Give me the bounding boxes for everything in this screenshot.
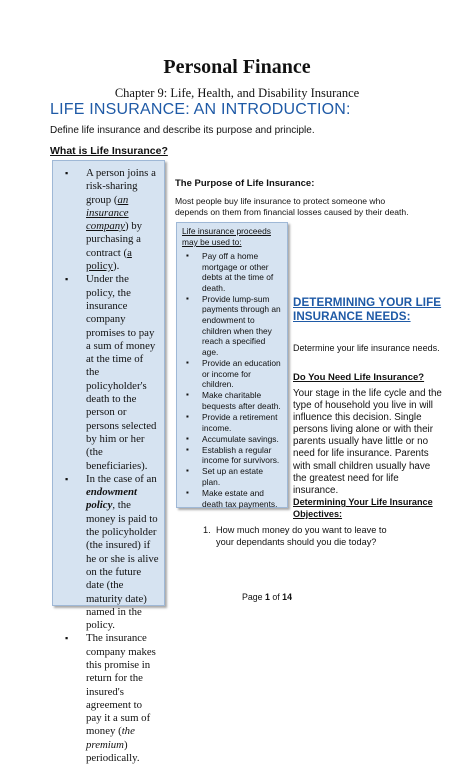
list-item (186, 251, 283, 293)
square-bullet-icon: ▪ (65, 274, 69, 285)
item-text: Provide lump-sum payments through an endowment to children when they reach a specified age. (202, 293, 281, 357)
list-item (65, 167, 159, 273)
need-heading: Do You Need Life Insurance? (293, 372, 425, 383)
list-item (186, 466, 283, 487)
square-bullet-icon: ▪ (186, 251, 189, 260)
list-item (186, 358, 283, 390)
page-word: Page (242, 592, 263, 602)
proceeds-title: Life insurance proceeds may be used to: (182, 226, 271, 247)
list-item (186, 412, 283, 433)
item-text: In the case of an (86, 472, 157, 485)
premium-term: the premium (86, 725, 135, 751)
list-item (186, 488, 283, 509)
list-item (186, 390, 283, 411)
square-bullet-icon: ▪ (65, 633, 69, 644)
page-footer (0, 592, 474, 602)
need-text: Your stage in the life cycle and the type of household you live in will influence this decision. Single persons living alone or with their parents usually have little or no need for life insurance. Parents with small children usually have the greatest need for life insurance. (293, 388, 442, 496)
square-bullet-icon: ▪ (65, 473, 69, 484)
square-bullet-icon: ▪ (186, 357, 189, 367)
insurance-company-term: an insurance company (86, 193, 129, 233)
definition-callout-box (52, 160, 165, 765)
item-text: Make charitable bequests after death. (202, 390, 281, 411)
purpose-text: Most people buy life insurance to protect someone who depends on them from financial losses caused by their death. (175, 196, 409, 218)
item-text: ) periodically. (86, 738, 140, 765)
item-text: Establish a regular income for survivors. (202, 444, 280, 466)
of-word: of (272, 592, 280, 602)
policy-term: a policy (86, 246, 132, 273)
item-text: Under the policy, the insurance company promises to pay a sum of money at the time of the policyholder's death to the person or persons selected by him or her (the beneficiaries). (86, 273, 157, 472)
square-bullet-icon: ▪ (186, 293, 189, 303)
page-number: 1 (265, 592, 270, 602)
list-item (65, 632, 159, 765)
square-bullet-icon: ▪ (186, 444, 189, 454)
page-total: 14 (282, 592, 292, 602)
list-item (65, 273, 159, 472)
item-text: ) by purchasing a contract ( (86, 220, 143, 259)
item-text: Pay off a home mortgage or other debts at the time of death. (202, 251, 274, 293)
question-text: How much money do you want to leave to your dependants should you die today? (216, 525, 387, 547)
list-item (186, 445, 283, 466)
what-is-heading: What is Life Insurance? (50, 145, 168, 157)
item-text: A person joins a risk-sharing group ( (86, 167, 156, 206)
list-item (186, 294, 283, 358)
square-bullet-icon: ▪ (65, 168, 69, 178)
item-text: Provide an education or income for children. (202, 357, 281, 390)
item-text: Make estate and death tax payments. (202, 488, 278, 509)
item-text: , the money is paid to the policyholder (the insured) if he or she is alive on the future date (the maturity date) named in the policy. (86, 499, 159, 632)
item-text: The insurance company makes this promise in return for the insured's agreement to pay it a sum of money ( (86, 632, 156, 738)
purpose-heading: The Purpose of Life Insurance: (175, 178, 315, 189)
proceeds-callout-box (176, 222, 288, 508)
square-bullet-icon: ▪ (186, 488, 189, 498)
item-text: Accumulate savings. (202, 433, 279, 444)
definition-list (65, 167, 159, 765)
item-text: Provide a retirement income. (202, 411, 278, 433)
page-indicator (242, 592, 292, 602)
square-bullet-icon: ▪ (186, 466, 189, 476)
document-title: Personal Finance (163, 56, 311, 78)
determining-text: Determine your life insurance needs. (293, 343, 440, 353)
question-number: 1. (203, 525, 211, 535)
square-bullet-icon: ▪ (186, 390, 189, 400)
endowment-policy-term: endowment policy (86, 486, 137, 512)
square-bullet-icon: ▪ (186, 411, 189, 421)
chapter-subtitle: Chapter 9: Life, Health, and Disability Insurance (114, 86, 360, 100)
objectives-heading: Determining Your Life Insurance Objectives: (293, 497, 433, 519)
intro-objective-text: Define life insurance and describe its purpose and principle. (50, 125, 315, 136)
list-item (186, 434, 283, 445)
square-bullet-icon: ▪ (186, 433, 189, 443)
question-item (203, 525, 403, 548)
list-item (65, 473, 159, 633)
section-heading-determining: DETERMINING YOUR LIFE INSURANCE NEEDS: (293, 296, 442, 323)
item-text: ). (113, 260, 120, 273)
section-heading-intro: LIFE INSURANCE: AN INTRODUCTION: (50, 101, 351, 118)
proceeds-list (182, 251, 283, 509)
item-text: Set up an estate plan. (202, 466, 263, 487)
